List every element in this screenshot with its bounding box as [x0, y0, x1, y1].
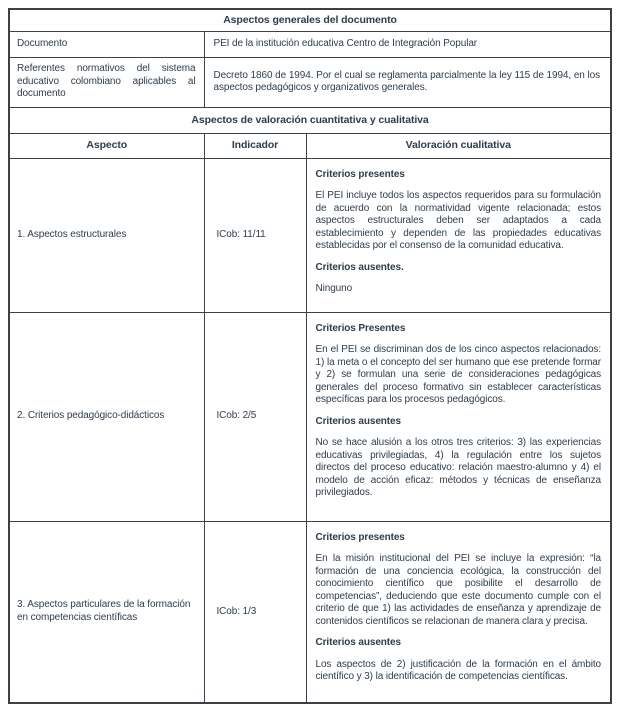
criterios-paragraph: Los aspectos de 2) justificación de la formación en el ámbito científico y 3) la identificación de competencias científicas. — [315, 658, 601, 682]
criterios-paragraph: En la misión institucional del PEI se incluye la expresión: “la formación de una conciencia ecológica, la construcción del conocimiento científico que posibilite el desarrollo de competencias”, deduciendo que este documento cumple con el criterio de que 1) las actividades de enseñanza y aprendizaje de contenidos científicos se relacionan de manera clara y precisa. — [315, 553, 601, 627]
indicador-cell: ICob: 2/5 — [204, 312, 306, 521]
documento-value: PEI de la institución educativa Centro de Integración Popular — [204, 31, 611, 57]
criterios-heading: Criterios ausentes — [315, 415, 401, 427]
referentes-label: Referentes normativos del sistema educativo colombiano aplicables al documento — [9, 57, 204, 107]
criterios-paragraph: En el PEI se discriminan dos de los cinco aspectos relacionados: 1) la meta o el concepto del ser humano que ese pretende formar y 2) se formulan una serie de consideraciones pedagógicas generales del proceso formativo sin establecer características específicas para los procesos pedagógicos. — [315, 344, 601, 405]
table-row-criterios-pedagogicos — [9, 312, 611, 521]
evaluation-table — [8, 8, 612, 704]
general-section-title: Aspectos generales del documento — [9, 9, 611, 31]
valoracion-cell — [306, 312, 611, 521]
criterios-paragraph: El PEI incluye todos los aspectos requeridos para su formulación de acuerdo con la normatividad vigente relacionada; estos aspectos estructurales deben ser adaptados a cada establecimiento y dependen de las propiedades educativas establecidas por el consenso de la comunidad educativa. — [315, 190, 601, 251]
valoracion-section-title: Aspectos de valoración cuantitativa y cualitativa — [9, 107, 611, 133]
column-header-row — [9, 133, 611, 158]
aspecto-cell: 3. Aspectos particulares de la formación en competencias científicas — [9, 521, 204, 703]
col-header-cualitativa: Valoración cualitativa — [306, 133, 611, 158]
documento-row — [9, 31, 611, 57]
referentes-value: Decreto 1860 de 1994. Por el cual se reglamenta parcialmente la ley 115 de 1994, en los aspectos pedagógicos y organizativos generales. — [204, 57, 611, 107]
table-row-aspectos-estructurales — [9, 158, 611, 312]
valoracion-cell — [306, 521, 611, 703]
general-title-row — [9, 9, 611, 31]
aspecto-cell: 1. Aspectos estructurales — [9, 158, 204, 312]
criterios-heading: Criterios ausentes. — [315, 261, 404, 273]
criterios-heading: Criterios presentes — [315, 168, 405, 180]
criterios-heading: Criterios Presentes — [315, 322, 406, 334]
indicador-cell: ICob: 1/3 — [204, 521, 306, 703]
referentes-row — [9, 57, 611, 107]
table-row-competencias-cientificas — [9, 521, 611, 703]
aspecto-cell: 2. Criterios pedagógico-didácticos — [9, 312, 204, 521]
criterios-paragraph: Ninguno — [315, 283, 353, 294]
valoracion-cell — [306, 158, 611, 312]
documento-label: Documento — [9, 31, 204, 57]
col-header-indicador: Indicador — [204, 133, 306, 158]
valoracion-title-row — [9, 107, 611, 133]
col-header-aspecto: Aspecto — [9, 133, 204, 158]
indicador-cell: ICob: 11/11 — [204, 158, 306, 312]
criterios-heading: Criterios presentes — [315, 531, 405, 543]
criterios-paragraph: No se hace alusión a los otros tres criterios: 3) las experiencias educativas privilegiadas, 4) la regulación entre los sujetos directos del proceso educativo: relación maestro-alumno y 4) el modelo de acción eficaz: métodos y técnicas de enseñanza privilegiados. — [315, 437, 601, 498]
criterios-heading: Criterios ausentes — [315, 637, 401, 648]
